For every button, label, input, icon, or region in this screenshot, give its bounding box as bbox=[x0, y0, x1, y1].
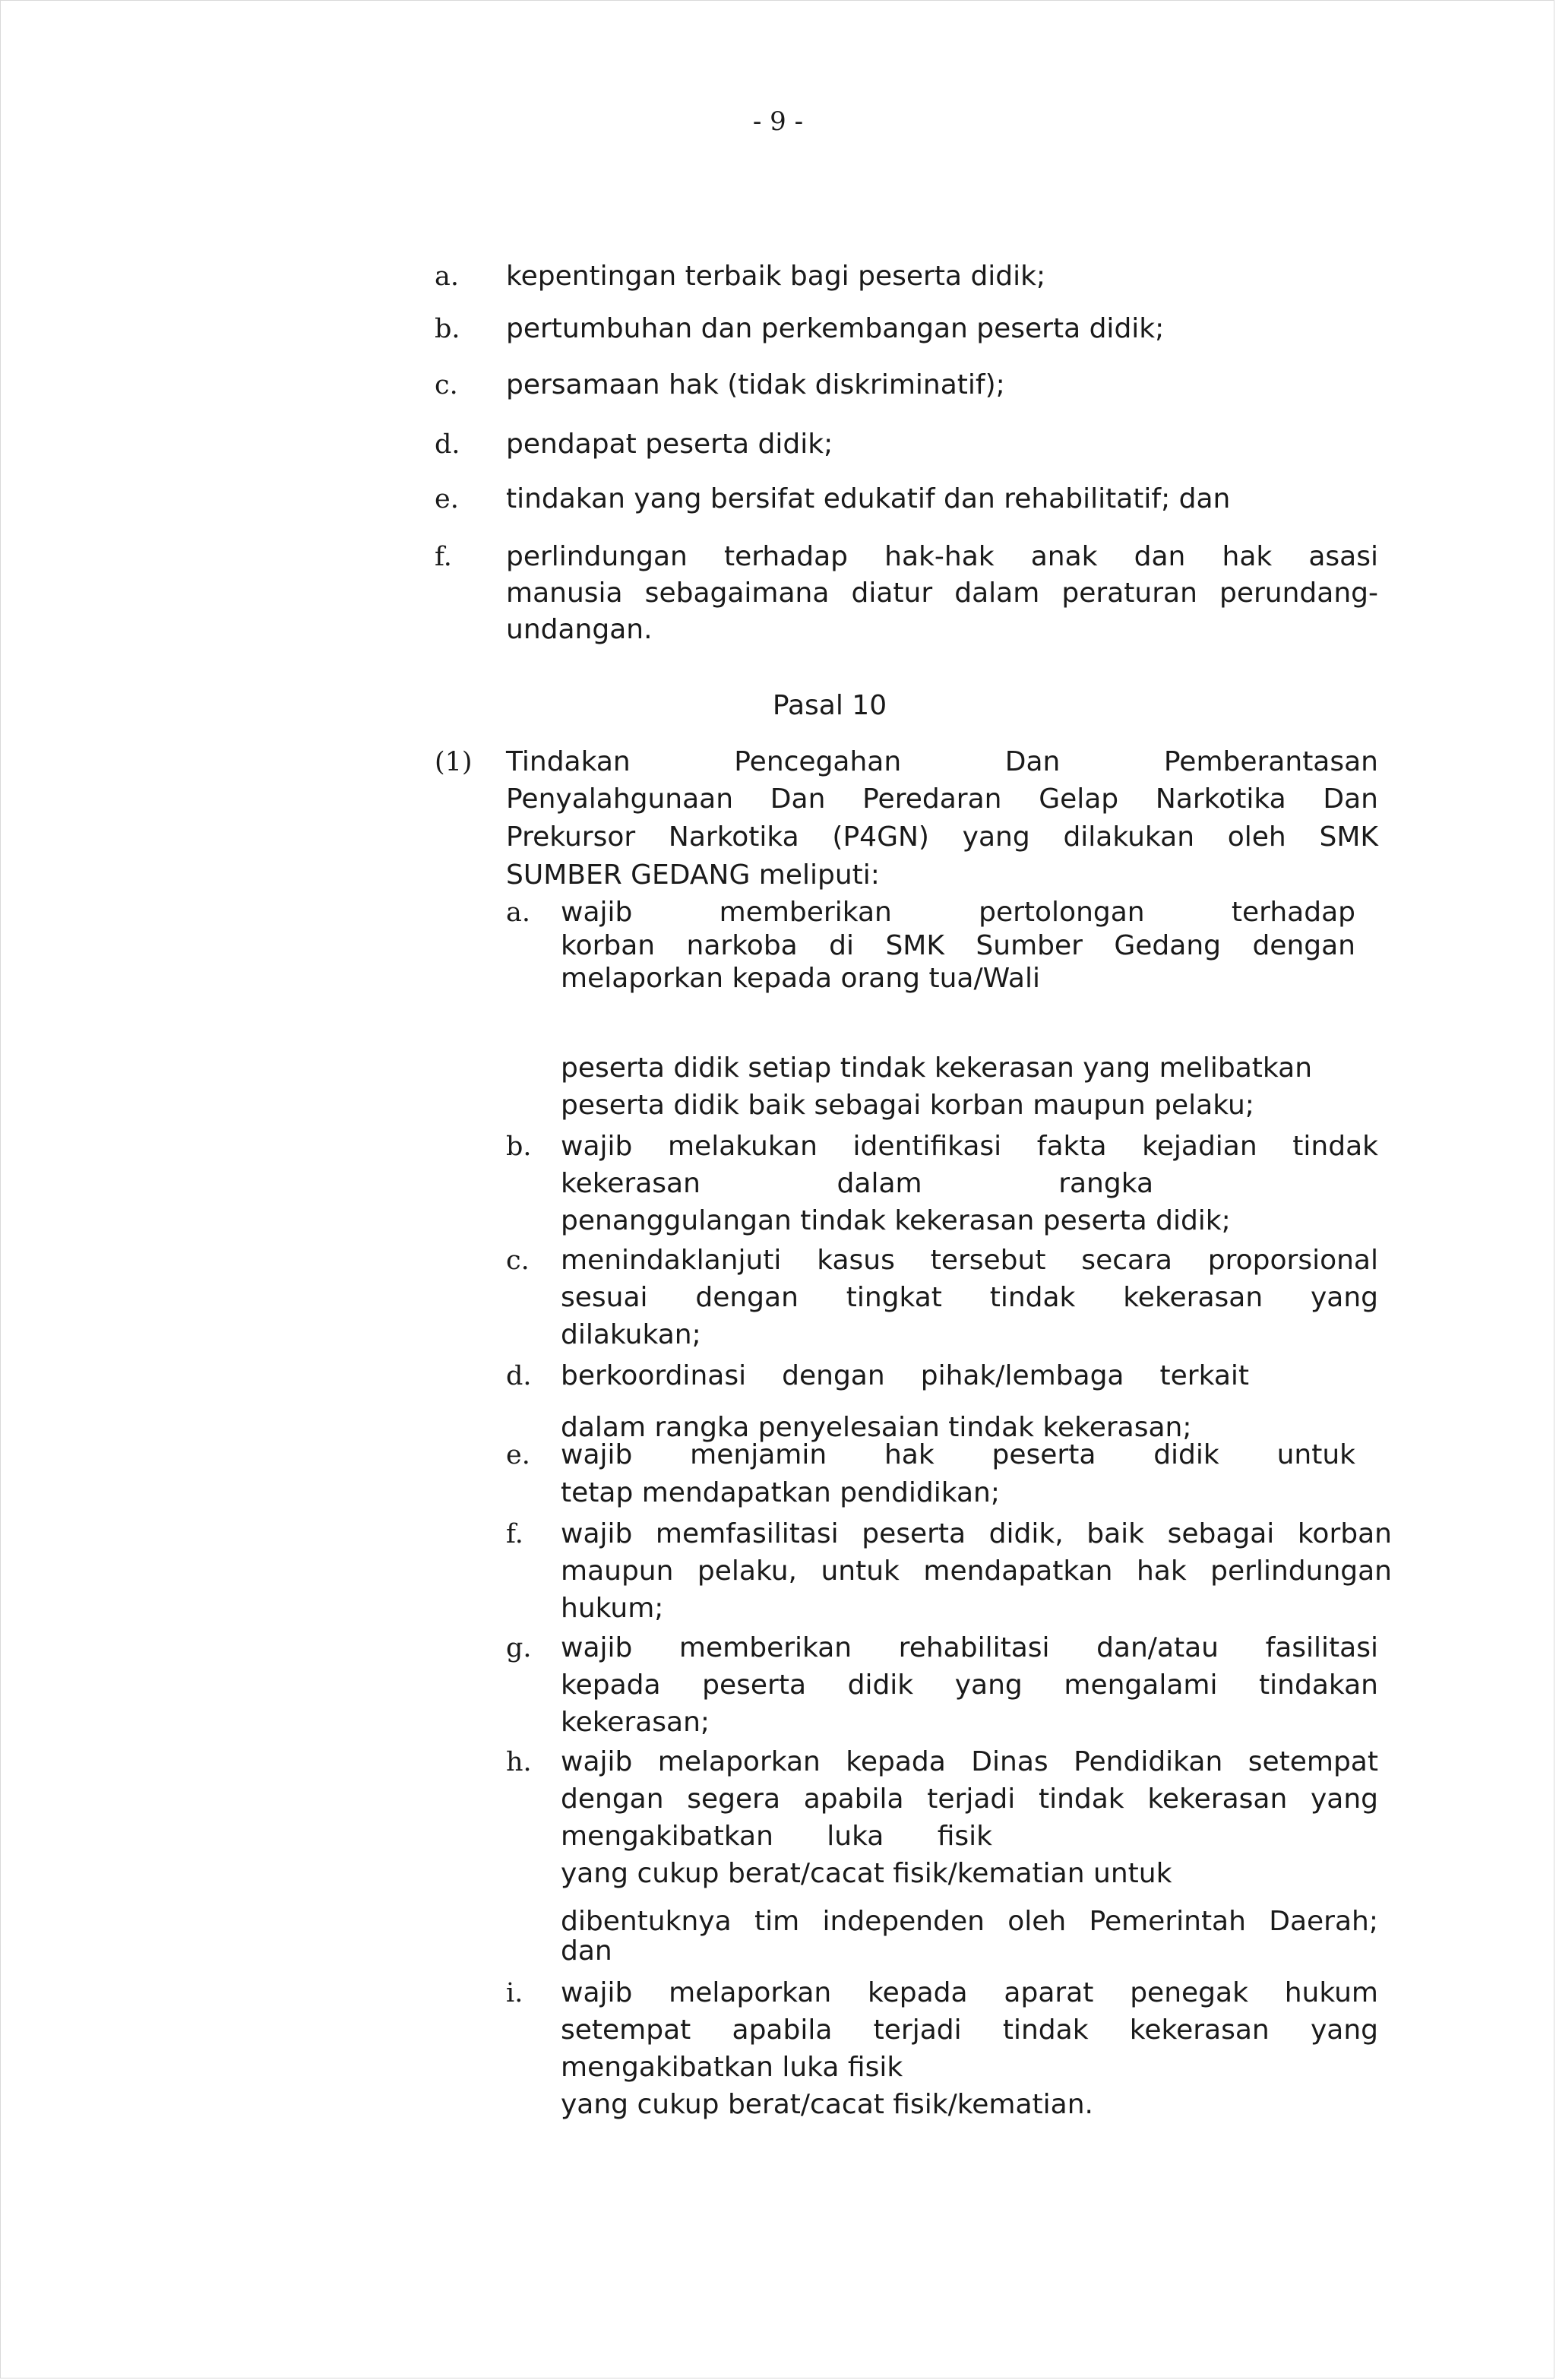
paragraph-line: Tindakan Pencegahan Dan Pemberantasan bbox=[506, 746, 1378, 777]
item-a-line: korban narkoba di SMK Sumber Gedang dengan bbox=[561, 930, 1355, 961]
top-list-marker-e: e. bbox=[435, 484, 459, 514]
item-d-line: berkoordinasi dengan pihak/lembaga terkait bbox=[561, 1360, 1249, 1391]
top-list-item-d: pendapat peserta didik; bbox=[506, 429, 833, 460]
item-i-line: wajib melaporkan kepada aparat penegak hukum bbox=[561, 1977, 1378, 2008]
top-list-marker-c: c. bbox=[435, 370, 458, 400]
top-list-item-a: kepentingan terbaik bagi peserta didik; bbox=[506, 261, 1046, 292]
top-list-item-e: tindakan yang bersifat edukatif dan rehabilitatif; dan bbox=[506, 483, 1231, 514]
top-list-marker-d: d. bbox=[435, 429, 460, 460]
top-list-marker-a: a. bbox=[435, 261, 459, 292]
item-marker-b: b. bbox=[506, 1131, 532, 1162]
item-marker-i: i. bbox=[506, 1978, 523, 2008]
item-h-line: yang cukup berat/cacat fisik/kematian untuk bbox=[561, 1858, 1172, 1889]
paragraph-marker: (1) bbox=[435, 747, 473, 777]
article-heading: Pasal 10 bbox=[772, 690, 887, 721]
item-g-line: wajib memberikan rehabilitasi dan/atau fasilitasi bbox=[561, 1632, 1378, 1663]
item-marker-f: f. bbox=[506, 1519, 523, 1549]
item-b-line: kekerasan dalam rangka bbox=[561, 1168, 1153, 1199]
item-b-line: penanggulangan tindak kekerasan peserta didik; bbox=[561, 1205, 1231, 1236]
top-list-item-f-line: manusia sebagaimana diatur dalam peraturan perundang- bbox=[506, 578, 1378, 609]
item-i-line: setempat apabila terjadi tindak kekerasan yang bbox=[561, 2014, 1378, 2046]
item-h-line: wajib melaporkan kepada Dinas Pendidikan setempat bbox=[561, 1746, 1378, 1777]
item-marker-c: c. bbox=[506, 1245, 530, 1276]
paragraph-line: Prekursor Narkotika (P4GN) yang dilakukan oleh SMK bbox=[506, 821, 1378, 853]
top-list-item-f-line: perlindungan terhadap hak-hak anak dan hak asasi bbox=[506, 541, 1378, 572]
item-c-line: sesuai dengan tingkat tindak kekerasan yang bbox=[561, 1282, 1378, 1313]
item-i-line: mengakibatkan luka fisik bbox=[561, 2052, 903, 2083]
item-a-line: melaporkan kepada orang tua/Wali bbox=[561, 963, 1040, 994]
top-list-item-c: persamaan hak (tidak diskriminatif); bbox=[506, 369, 1005, 400]
item-h-line: mengakibatkan luka fisik bbox=[561, 1821, 992, 1852]
top-list-marker-f: f. bbox=[435, 542, 452, 572]
item-marker-h: h. bbox=[506, 1747, 532, 1777]
item-h-line: dibentuknya tim independen oleh Pemerintah Daerah; bbox=[561, 1906, 1378, 1937]
item-marker-g: g. bbox=[506, 1633, 532, 1663]
item-g-line: kekerasan; bbox=[561, 1707, 710, 1738]
page-number: - 9 - bbox=[752, 106, 804, 137]
paragraph-line: SUMBER GEDANG meliputi: bbox=[506, 859, 880, 891]
item-e-line: tetap mendapatkan pendidikan; bbox=[561, 1477, 1000, 1508]
top-list-item-f-line: undangan. bbox=[506, 614, 653, 645]
top-list-item-b: pertumbuhan dan perkembangan peserta didik; bbox=[506, 313, 1165, 344]
top-list-marker-b: b. bbox=[435, 314, 460, 344]
item-e-line: wajib menjamin hak peserta didik untuk bbox=[561, 1439, 1355, 1470]
item-a-line: peserta didik baik sebagai korban maupun pelaku; bbox=[561, 1090, 1254, 1121]
item-g-line: kepada peserta didik yang mengalami tindakan bbox=[561, 1669, 1378, 1701]
item-d-line: dalam rangka penyelesaian tindak kekerasan; bbox=[561, 1412, 1192, 1443]
item-b-line: wajib melakukan identifikasi fakta kejadian tindak bbox=[561, 1131, 1378, 1162]
item-marker-d: d. bbox=[506, 1361, 532, 1391]
item-f-line: maupun pelaku, untuk mendapatkan hak perlindungan bbox=[561, 1556, 1392, 1587]
paragraph-line: Penyalahgunaan Dan Peredaran Gelap Narkotika Dan bbox=[506, 783, 1378, 815]
item-a-line: peserta didik setiap tindak kekerasan yang melibatkan bbox=[561, 1052, 1313, 1084]
item-c-line: menindaklanjuti kasus tersebut secara proporsional bbox=[561, 1245, 1378, 1276]
item-f-line: hukum; bbox=[561, 1593, 664, 1624]
item-marker-a: a. bbox=[506, 897, 530, 928]
item-h-line: dan bbox=[561, 1935, 612, 1967]
item-marker-e: e. bbox=[506, 1440, 530, 1470]
item-f-line: wajib memfasilitasi peserta didik, baik sebagai korban bbox=[561, 1518, 1392, 1549]
item-i-line: yang cukup berat/cacat fisik/kematian. bbox=[561, 2089, 1093, 2120]
item-h-line: dengan segera apabila terjadi tindak kekerasan yang bbox=[561, 1783, 1378, 1815]
item-a-line: wajib memberikan pertolongan terhadap bbox=[561, 897, 1355, 928]
item-c-line: dilakukan; bbox=[561, 1319, 701, 1350]
